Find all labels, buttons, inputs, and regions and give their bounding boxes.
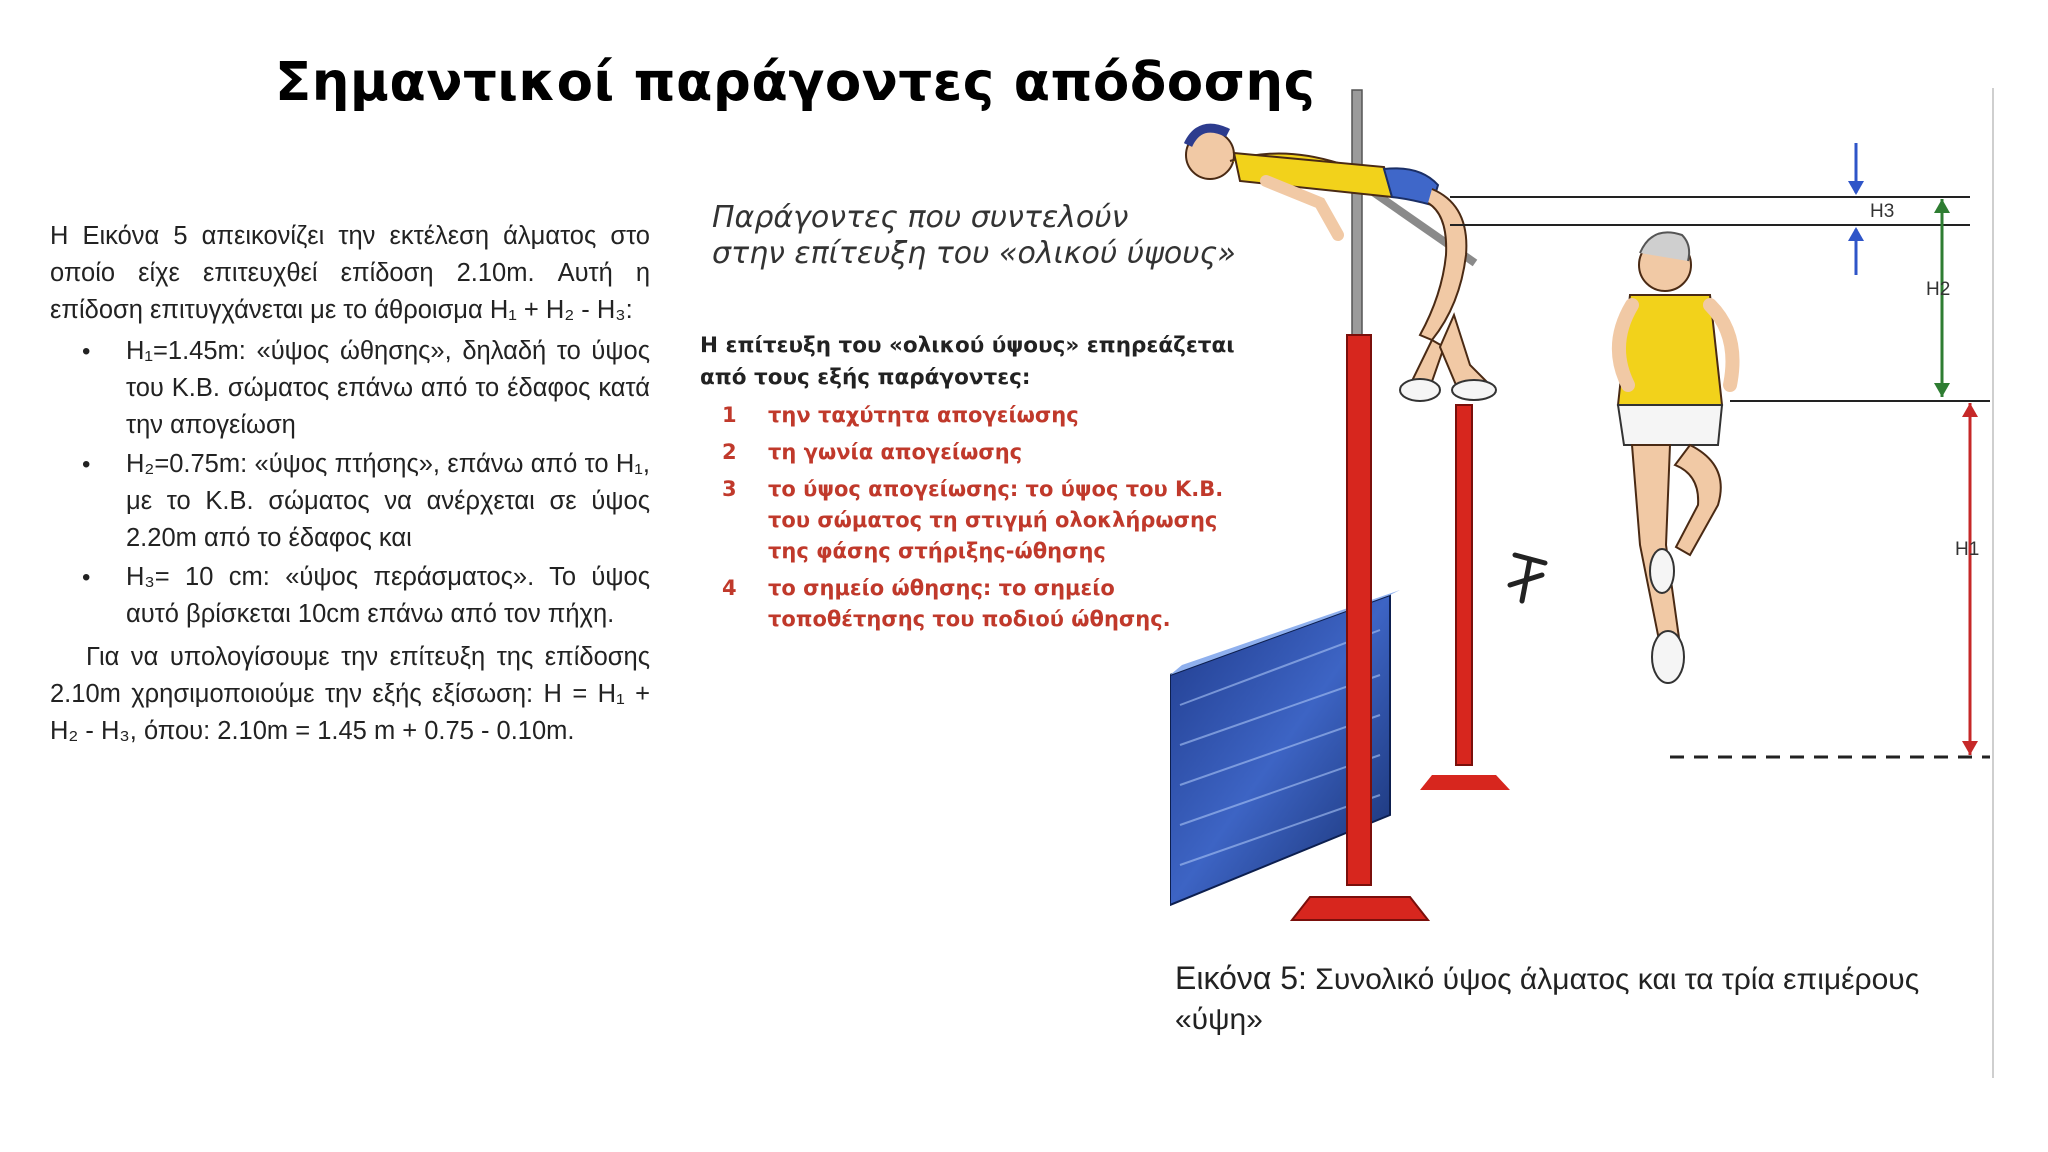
factor-number: 3 [722,477,737,501]
figure-caption-text: Συνολικό ύψος άλματος και τα τρία επιμέρους «ύψη» [1175,963,1920,1036]
list-item [50,559,650,633]
slide-title: Σημαντικοί παράγοντες απόδοσης [275,52,1316,113]
decorative-mark [1510,555,1545,601]
factor-text: τη γωνία απογείωσης [768,440,1023,464]
list-item [50,446,650,557]
explanation-text [50,218,650,750]
bullet-icon: • [82,338,91,365]
figure-caption [1175,958,1995,1040]
factor-number: 1 [722,403,737,427]
factor-text: την ταχύτητα απογείωσης [768,403,1079,427]
bullet-h3-text: H₃= 10 cm: «ύψος περάσματος». Το ύψος αυτό βρίσκεται 10cm επάνω από τον πήχη. [126,563,650,628]
high-jump-figure [1170,85,2000,945]
h3-label: H3 [1870,201,1895,222]
factor-number: 2 [722,440,737,464]
h2-label: H2 [1926,279,1951,300]
factor-number: 4 [722,576,737,600]
factor-text: το ύψος απογείωσης: το ύψος του Κ.Β. του σώματος τη στιγμή ολοκλήρωσης της φάσης στήριξης-ώθησης [768,477,1224,563]
bullet-icon: • [82,564,91,591]
factor-text: το σημείο ώθησης: το σημείο τοποθέτησης του ποδιού ώθησης. [768,576,1171,631]
list-item [50,333,650,444]
equation-paragraph: Για να υπολογίσουμε την επίτευξη της επίδοσης 2.10m χρησιμοποιούμε την εξής εξίσωση: H = H₁ + H₂ - H₃, όπου: 2.10m = 1.45 m + 0.75 - 0.10m. [50,643,650,745]
explanation-intro: Η Εικόνα 5 απεικονίζει την εκτέλεση άλματος στο οποίο είχε επιτευχθεί επίδοση 2.10m. Αυτή η επίδοση επιτυγχάνεται με το άθροισμα H₁ + H₂ - H₃: [50,222,650,324]
h1-label: H1 [1955,539,1980,560]
h3-arrows [1848,143,1864,275]
factors-intro: Η επίτευξη του «ολικού ύψους» επηρεάζεται από τους εξής παράγοντες: [700,333,1235,390]
jumper-clearing-bar [1186,128,1496,401]
athlete-takeoff-figure [1618,232,1733,683]
bullet-h1-text: H₁=1.45m: «ύψος ώθησης», δηλαδή το ύψος του Κ.Β. σώματος επάνω από το έδαφος κατά την απογείωση [126,337,650,439]
bullet-h2-text: H₂=0.75m: «ύψος πτήσης», επάνω από το H₁, με το Κ.Β. σώματος να ανέρχεται σε ύψος 2.20m από το έδαφος και [126,450,650,552]
figure-caption-label: Εικόνα 5: [1175,960,1307,996]
rear-standard [1420,405,1510,790]
height-components-list [50,333,650,633]
factors-heading-line-1: Παράγοντες που συντελούν [712,200,1129,235]
factors-heading-line-2: στην επίτευξη του «ολικού ύψους» [712,236,1236,271]
h1-arrow [1962,403,1978,755]
bullet-icon: • [82,451,91,478]
